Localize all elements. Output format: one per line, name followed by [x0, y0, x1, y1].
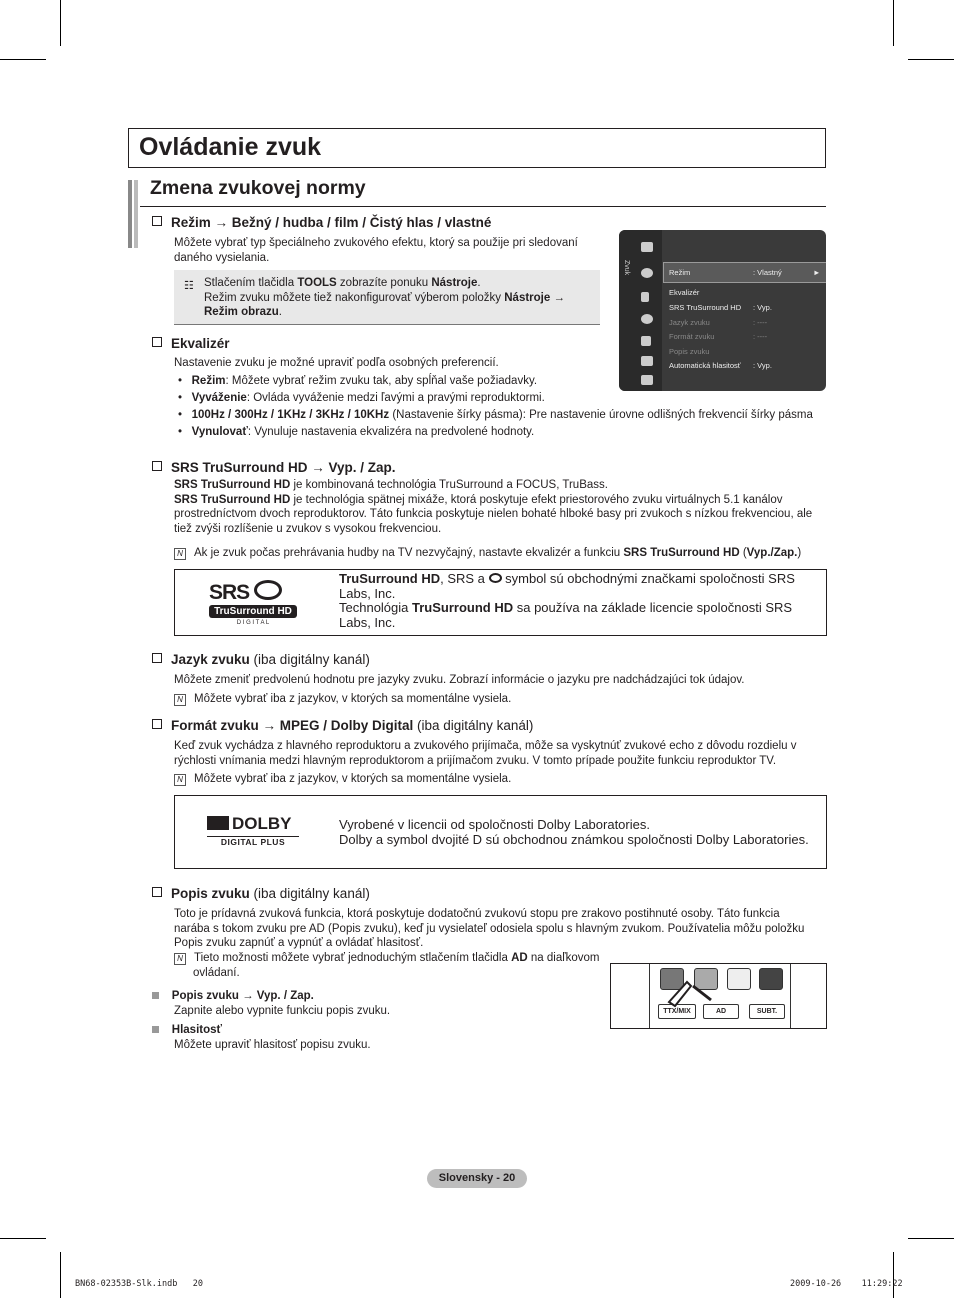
tip-line: [204, 291, 565, 306]
span: (iba digitálny kanál): [249, 652, 370, 667]
osd-item-ekvalizer: [669, 288, 699, 297]
span: .: [278, 306, 282, 318]
span: (Nastavenie šírky pásma): Pre nastavenie úrovne odlišných frekvencií šírky pásma: [389, 409, 813, 421]
span: symbol sú obchodnými značkami spoločnosti SRS: [501, 571, 795, 586]
text-line: [174, 493, 830, 508]
pointing-hand-icon: [663, 972, 723, 1012]
heading-text: Popis zvuku: [171, 886, 250, 901]
heading-text: SRS TruSurround HD → Vyp. / Zap.: [171, 460, 396, 475]
span: TruSurround HD: [339, 571, 441, 586]
span: sa používa na základe licencie spoločnosti SRS: [513, 600, 793, 615]
span: Vyváženie: [191, 392, 247, 404]
crop-mark: [908, 1238, 954, 1239]
sound-icon: [641, 268, 653, 278]
span: Režim obrazu: [204, 306, 279, 318]
section-title: Zmena zvukovej normy: [150, 177, 366, 199]
square-bullet-icon: [152, 1026, 159, 1033]
span: , SRS a: [440, 571, 489, 586]
srs-symbol-icon: [489, 573, 502, 583]
span: Ak je zvuk počas prehrávania hudby na TV nezvyčajný, nastavte ekvalizér a funkciu: [194, 547, 624, 559]
setup-icon: [641, 314, 653, 324]
srs-logo-main: [209, 580, 297, 605]
page-badge: [427, 1169, 527, 1188]
tools-icon: ☷: [184, 280, 194, 292]
dolby-license-text: [339, 818, 809, 847]
popis-sub1: [152, 989, 390, 1018]
format-note: [174, 772, 511, 787]
crop-mark: [893, 0, 894, 46]
dolby-logo: [207, 814, 299, 847]
text-line: [339, 601, 819, 616]
span: (iba digitálny kanál): [413, 718, 534, 733]
note-icon: N: [174, 548, 186, 560]
ekvalizer-bullets: [178, 374, 828, 440]
osd-label: Ekvalizér: [669, 288, 700, 297]
osd-label: Jazyk zvuku: [669, 318, 710, 327]
ekvalizer-heading: [152, 336, 230, 351]
osd-menu-screenshot: [619, 230, 826, 391]
osd-value: : Vlastný: [753, 268, 782, 277]
osd-label: SRS TruSurround HD: [669, 303, 742, 312]
osd-item-srs: [669, 303, 772, 312]
print-file: BN68-02353B-Slk.indb 20: [75, 1279, 203, 1289]
page-title: Ovládanie zvuk: [139, 133, 322, 161]
srs-text: [174, 478, 830, 536]
text-line: Keď zvuk vychádza z hlavného reproduktoru a zvukového prijímača, môže sa vyskytnúť zvukové echo z dôvodu rozdielu v: [174, 740, 797, 752]
text-line: rýchlosti vnímania medzi hlavným reproduktorom a prijímačom zvuku. V tomto prípade použite funkciu reproduktor TV.: [174, 754, 777, 767]
remote-illustration: [610, 963, 827, 1029]
osd-label: Automatická hlasitosť: [669, 361, 741, 370]
osd-item-rezim: [669, 268, 821, 277]
span: je kombinovaná technológia TruSurround a FOCUS, TruBass.: [290, 479, 608, 491]
input-icon: [641, 336, 651, 346]
osd-label: Formát zvuku: [669, 332, 715, 341]
span: na diaľkovom: [527, 952, 600, 964]
heading-text: Jazyk zvuku: [171, 652, 250, 667]
popis-text: [174, 907, 830, 951]
osd-value: : Vyp.: [753, 303, 772, 312]
text-line: Labs, Inc.: [339, 614, 396, 630]
tip-line: [204, 276, 565, 291]
popis-note: [174, 951, 614, 980]
srs-license-box: [174, 569, 827, 636]
span: Tieto možnosti môžete vybrať jednoduchým stlačením tlačidla: [194, 952, 512, 964]
rezim-text: [174, 236, 604, 265]
ttx-mix-button: TTX/MIX: [658, 1004, 696, 1019]
note-icon: N: [174, 953, 186, 965]
text-line: Môžete vybrať typ špeciálneho zvukového efektu, ktorý sa použije pri sledovaní: [174, 237, 578, 249]
ad-button: AD: [703, 1004, 739, 1019]
osd-side-label: Zvuk: [623, 260, 630, 276]
popis-sub2: [152, 1023, 371, 1052]
srs-logo-sub: TruSurround HD: [209, 605, 297, 618]
span: SRS TruSurround HD: [174, 493, 291, 506]
span: Môžete vybrať iba z jazykov, v ktorých sa momentálne vysiela.: [194, 693, 512, 705]
square-bullet-icon: [152, 992, 159, 999]
span: .: [477, 277, 481, 289]
span: AD: [511, 952, 528, 964]
span: DOLBY: [232, 814, 292, 833]
span: SRS: [209, 581, 250, 604]
tip-text: [204, 276, 565, 320]
dolby-logo-main: [207, 814, 299, 834]
span: : Vynuluje nastavenia ekvalizéra na predvolené hodnoty.: [247, 426, 535, 438]
checkbox-icon: [152, 461, 162, 471]
span: (: [739, 547, 747, 559]
print-date: 2009-10-26 11:29:22: [790, 1279, 903, 1289]
span: Hlasitosť: [171, 1024, 223, 1036]
checkbox-icon: [152, 653, 162, 663]
osd-label: Popis zvuku: [669, 347, 710, 356]
title-box: [128, 128, 826, 168]
arrow-icon: ►: [813, 268, 821, 277]
text-line: [152, 989, 390, 1004]
osd-value: : ----: [753, 318, 768, 327]
span: TOOLS: [297, 277, 337, 289]
text-line: ovládaní.: [193, 966, 240, 979]
format-heading: [152, 718, 533, 733]
text-line: Dolby a symbol dvojité D sú obchodnou známkou spoločnosti Dolby Laboratories.: [339, 831, 809, 847]
popis-heading: [152, 886, 370, 901]
span: : Môžete vybrať režim zvuku tak, aby spĺňal vaše požiadavky.: [225, 375, 538, 387]
jazyk-note: [174, 692, 511, 707]
bullet-item: • Vyváženie: Ovláda vyváženie medzi ľavými a pravými reproduktormi.: [178, 392, 545, 404]
blue-button: [759, 968, 783, 990]
span: : Ovláda vyváženie medzi ľavými a pravými reproduktormi.: [246, 392, 545, 404]
span: 100Hz / 300Hz / 1KHz / 3KHz / 10KHz: [191, 409, 390, 421]
checkbox-icon: [152, 337, 162, 347]
text-line: Labs, Inc.: [339, 585, 396, 601]
bullet-item: • Režim: Môžete vybrať režim zvuku tak, aby spĺňal vaše požiadavky.: [178, 375, 538, 387]
span: Režim zvuku môžete tiež nakonfigurovať výberom položky: [204, 291, 505, 304]
section-bar: [134, 180, 138, 248]
text-line: daného vysielania.: [174, 251, 270, 264]
span: SRS TruSurround HD: [623, 547, 740, 559]
tip-line: [204, 305, 565, 320]
osd-sidebar: [619, 230, 662, 391]
osd-value: : Vyp.: [753, 361, 772, 370]
bullet-item: • Vynulovať: Vynuluje nastavenia ekvalizéra na predvolené hodnoty.: [178, 426, 535, 438]
section-rule: [140, 206, 826, 207]
span: Stlačením tlačidla: [204, 277, 298, 289]
checkbox-icon: [152, 719, 162, 729]
note-icon: N: [174, 774, 186, 786]
crop-mark: [893, 1252, 894, 1298]
srs-heading: [152, 460, 396, 475]
text-line: Popis zvuku zapnúť a vypnúť a ovládať hlasitosť.: [174, 937, 424, 949]
osd-label: Režim: [669, 268, 691, 277]
text-line: prostredníctvom dvoch reproduktorov. Táto funkcia poskytuje nielen bohaté hlboké basy pri zvukoch s nízkou frekvenciou, ale: [174, 508, 813, 520]
span: Režim: [191, 375, 226, 387]
srs-license-text: [339, 572, 819, 630]
crop-mark: [60, 1252, 61, 1298]
span: zobrazíte ponuku: [336, 277, 432, 289]
page-number: Slovensky - 20: [438, 1172, 516, 1184]
osd-item-popis: [669, 347, 709, 356]
srs-symbol-icon: [254, 580, 282, 600]
subt-button: SUBT.: [749, 1004, 785, 1019]
span: Popis zvuku → Vyp. / Zap.: [171, 990, 314, 1002]
text-line: [339, 572, 819, 587]
srs-note: [174, 546, 830, 561]
jazyk-heading: [152, 652, 370, 667]
bullet-item: • 100Hz / 300Hz / 1KHz / 3KHz / 10KHz (Nastavenie šírky pásma): Pre nastavenie úrovne odlišných frekvencií šírky pásma: [178, 409, 813, 421]
srs-logo: [209, 580, 297, 626]
tip-box: [174, 270, 600, 325]
span: Technológia: [339, 600, 412, 615]
heading-text: Formát zvuku → MPEG / Dolby Digital: [171, 718, 414, 733]
text-line: Môžete upraviť hlasitosť popisu zvuku.: [174, 1038, 371, 1051]
srs-logo-digital: D I G I T A L: [236, 620, 270, 626]
text-line: [152, 1023, 371, 1038]
text-line: [174, 951, 614, 966]
span: je technológia spätnej mixáže, ktorá poskytuje efekt priestorového zvuku virtuálnych 5.1 kanálov: [290, 493, 783, 506]
application-icon: [641, 356, 653, 366]
heading-text: Ekvalizér: [171, 336, 230, 351]
checkbox-icon: [152, 887, 162, 897]
dolby-license-box: [174, 795, 827, 869]
crop-mark: [0, 59, 46, 60]
span: Môžete vybrať iba z jazykov, v ktorých sa momentálne vysiela.: [194, 773, 512, 785]
span: Vyp./Zap.: [746, 547, 798, 559]
span: TruSurround HD: [412, 600, 514, 615]
span: ): [797, 547, 802, 559]
picture-icon: [641, 242, 653, 252]
note-icon: N: [174, 694, 186, 706]
text-line: Vyrobené v licencii od spoločnosti Dolby Laboratories.: [339, 817, 650, 832]
span: SRS TruSurround HD: [174, 479, 291, 491]
osd-item-jazyk: [669, 318, 768, 327]
section-bar: [128, 180, 132, 248]
text-line: narába s tokom zvuku pre AD (Popis zvuku), keď ju vysielateľ odosiela spolu s hlavným zvukom. Používatelia môžu položku: [174, 922, 805, 935]
text-line: Zapnite alebo vypnite funkciu popis zvuku.: [174, 1004, 391, 1017]
yellow-button: [727, 968, 751, 990]
ekvalizer-intro: Nastavenie zvuku je možné upraviť podľa osobných preferencií.: [174, 357, 499, 369]
heading-text: Režim → Bežný / hudba / film / Čistý hlas / vlastné: [171, 215, 492, 230]
rezim-heading: [152, 215, 491, 230]
text-line: [174, 478, 830, 493]
span: (iba digitálny kanál): [249, 886, 370, 901]
span: Nástroje →: [504, 291, 565, 304]
osd-item-format: [669, 332, 768, 341]
jazyk-text: Môžete zmeniť predvolenú hodnotu pre jazyky zvuku. Zobrazí informácie o jazyku pre nadchádzajúci tok údajov.: [174, 674, 745, 686]
text-line: tiež zvýši rozlíšenie u zvukov s vysokou frekvenciou.: [174, 522, 442, 535]
dolby-logo-sub: DIGITAL PLUS: [207, 836, 299, 847]
text-line: Toto je prídavná zvuková funkcia, ktorá poskytuje dodatočnú zvukovú stopu pre zrakovo postihnuté osoby. Táto funkcia: [174, 908, 780, 920]
format-text: [174, 739, 830, 768]
span: Vynulovať: [191, 426, 248, 438]
channel-icon: [641, 292, 649, 302]
crop-mark: [908, 59, 954, 60]
osd-value: : ----: [753, 332, 768, 341]
span: Nástroje: [431, 277, 478, 289]
crop-mark: [0, 1238, 46, 1239]
osd-item-auto: [669, 361, 772, 370]
dolby-dd-icon: [207, 816, 229, 830]
crop-mark: [60, 0, 61, 46]
checkbox-icon: [152, 216, 162, 226]
